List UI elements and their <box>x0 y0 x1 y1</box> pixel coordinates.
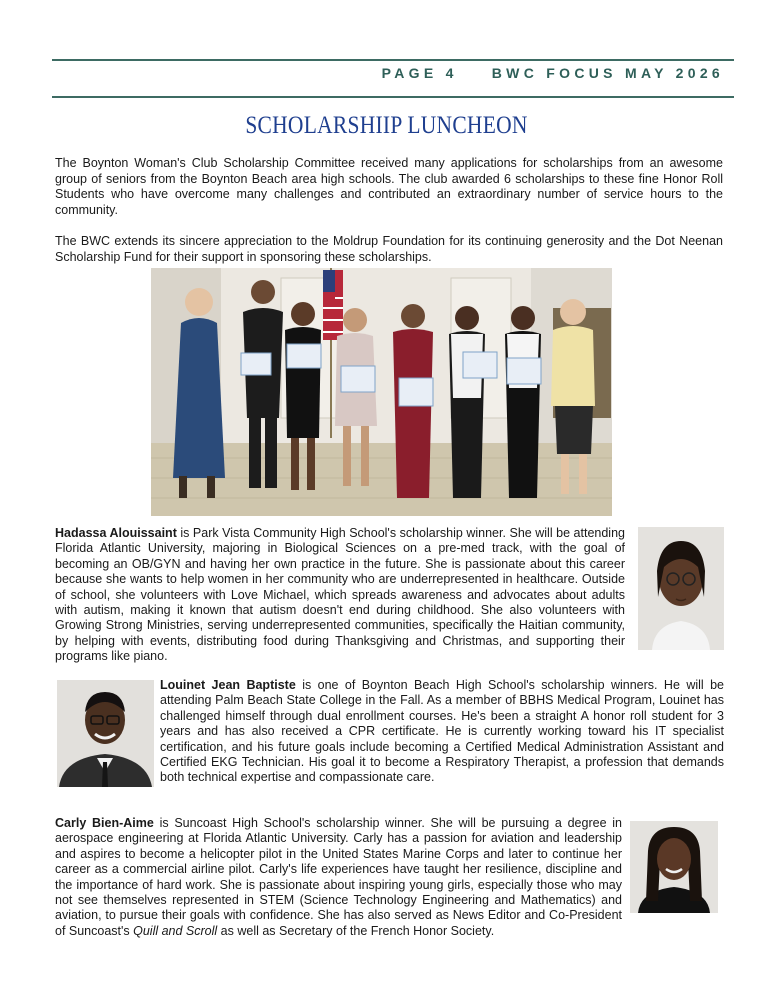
bio-name: Hadassa Alouissaint <box>55 526 177 540</box>
page-number: PAGE 4 <box>381 65 458 81</box>
header-bottom-rule <box>52 96 734 98</box>
portrait-hadassa <box>638 527 724 650</box>
bio-name: Louinet Jean Baptiste <box>160 678 296 692</box>
bio-italic-title: Quill and Scroll <box>133 923 218 938</box>
bio-text-end: as well as Secretary of the French Honor Society. <box>217 923 495 938</box>
article-title: SCHOLARSHIIP LUNCHEON <box>245 112 528 139</box>
bio-name: Carly Bien-Aime <box>55 816 154 830</box>
bio-text: is Suncoast High School's scholarship winner. She will be pursuing a degree in aerospace engineering at Florida Atlantic University. Carly has a passion for aviation and leadership and aspires to become a helicopter pilot in the United States Marine Corps and later to continue her career as a commercial airline pilot. Carly's life experiences have taught her resilience, discipline and the importance of hard work. She is passionate about inspiring young girls, especially those who may not see themselves represented in STEM (Science Technology Engineering and Mathematics) and aviation, to pursue their goals with confidence. She has also served as News Editor and Co-President of Suncoast's <box>55 816 622 938</box>
portrait-louinet <box>57 680 154 787</box>
newsletter-title: BWC FOCUS MAY 2026 <box>491 65 724 81</box>
bio-louinet <box>160 678 724 786</box>
header-top-rule <box>52 59 734 61</box>
bio-hadassa <box>55 526 625 665</box>
bio-text: is one of Boynton Beach High School's scholarship winners. He will be attending Palm Beach State College in the Fall. As a member of BBHS Medical Program, Louinet has challenged himself through dual enrollment courses. He's been a straight A honor roll student for 3 years and has also received a CPR certificate. He is currently working toward his IT specialist certification, and his future goals include becoming a Certified Medical Administration Assistant and Certified EKG Technician. His goal it to become a Respiratory Therapist, a profession that demands both technical expertise and compassionate care. <box>160 678 724 785</box>
intro-paragraph-1: The Boynton Woman's Club Scholarship Committee received many applications for scholarships from an awesome group of seniors from the Boynton Beach area high schools. The club awarded 6 scholarships to these fine Honor Roll Students who have overcome many challenges and contributed an extraordinary number of service hours to the community. <box>55 156 723 217</box>
bio-text: is Park Vista Community High School's scholarship winner. She will be attending Florida Atlantic University, majoring in Biological Sciences on a pre-med track, with the goal of becoming an OB/GYN and having her own practice in the future. She is passionate about this career because she wants to help women in her community who are underrepresented in healthcare. Outside of school, she volunteers with Love Michael, which spreads awareness and advocates about adults with autism, making it known that autism doesn't end during childhood. She also volunteers with Growing Strong Ministries, serving underrepresented communities, specifically the Haitian community, by helping with events, distributing food during Thanksgiving and Christmas, and supporting their programs like piano. <box>55 526 625 664</box>
page-header <box>52 65 724 81</box>
bio-carly <box>55 816 622 939</box>
intro-paragraph-2: The BWC extends its sincere appreciation to the Moldrup Foundation for its continuing generosity and the Dot Neenan Scholarship Fund for their support in sponsoring these scholarships. <box>55 234 723 264</box>
portrait-carly <box>630 821 718 913</box>
group-photo <box>151 268 612 516</box>
